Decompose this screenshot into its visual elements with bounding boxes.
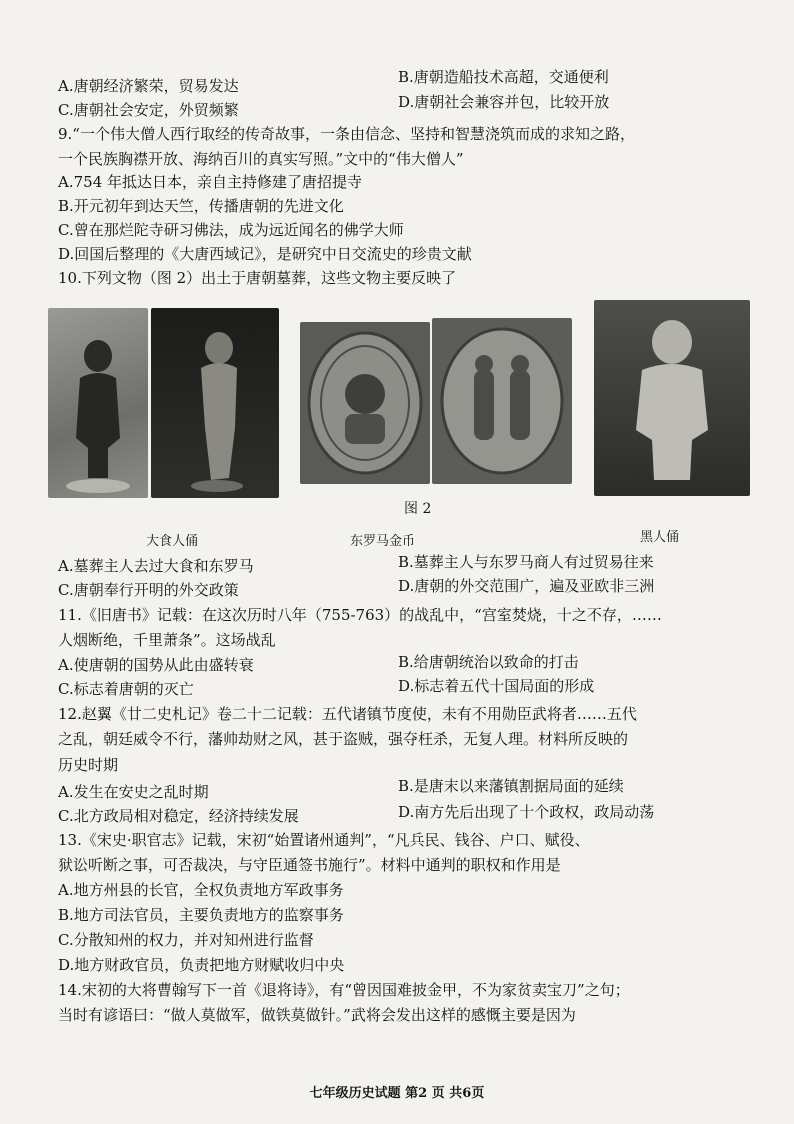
q9-option-d: D.回国后整理的《大唐西域记》，是研究中日交流史的珍贵文献 [58,245,472,263]
q9-option-a: A.754 年抵达日本，亲自主持修建了唐招提寺 [58,173,363,191]
q8-option-a: A.唐朝经济繁荣，贸易发达 [58,77,239,95]
page-footer: 七年级历史试题 第2 页 共6页 [309,1086,485,1101]
q12-option-a: A.发生在安史之乱时期 [58,783,209,801]
q13-option-a: A.地方州县的长官，全权负责地方军政事务 [58,881,344,899]
figurine-photo-2 [151,308,279,498]
q13-option-d: D.地方财政官员，负责把地方财赋收归中央 [58,956,345,974]
q10-option-a: A.墓葬主人去过大食和东罗马 [58,557,254,575]
q11-option-c: C.标志着唐朝的灭亡 [58,680,194,698]
q9-option-b: B.开元初年到达天竺，传播唐朝的先进文化 [58,197,344,215]
q10-option-b: B.墓葬主人与东罗马商人有过贸易往来 [398,553,654,571]
q12-option-c: C.北方政局相对稳定，经济持续发展 [58,807,299,825]
q12-stem-line3: 历史时期 [58,756,119,774]
q10-option-c: C.唐朝奉行开明的外交政策 [58,581,239,599]
q9-stem-line1: 9.“一个伟大僧人西行取经的传奇故事，一条由信念、坚持和智慧浇筑而成的求知之路， [58,125,635,143]
q11-stem-line1: 11.《旧唐书》记载：在这次历时八年（755-763）的战乱中，“宫室焚烧，十之不存，…… [58,606,662,624]
q12-option-d: D.南方先后出现了十个政权，政局动荡 [398,803,655,821]
q8-option-c: C.唐朝社会安定，外贸频繁 [58,101,239,119]
q10-option-d: D.唐朝的外交范围广，遍及亚欧非三洲 [398,577,655,595]
q11-option-d: D.标志着五代十国局面的形成 [398,677,595,695]
q11-option-a: A.使唐朝的国势从此由盛转衰 [58,656,254,674]
coin-photo-1 [300,322,430,484]
q12-option-b: B.是唐末以来藩镇割据局面的延续 [398,777,624,795]
q14-stem-line2: 当时有谚语曰：“做人莫做军，做铁莫做针。”武将会发出这样的感慨主要是因为 [58,1006,576,1024]
q13-stem-line1: 13.《宋史·职官志》记载，宋初“始置诸州通判”，“凡兵民、钱谷、户口、赋役、 [58,831,590,849]
q12-stem-line2: 之乱，朝廷威令不行，藩帅劫财之风，甚于盗贼，强夺枉杀，无复人理。材料所反映的 [58,730,629,748]
figure-label: 图 2 [404,501,432,517]
q11-option-b: B.给唐朝统治以致命的打击 [398,653,579,671]
q8-option-d: D.唐朝社会兼容并包，比较开放 [398,93,610,111]
q9-option-c: C.曾在那烂陀寺研习佛法，成为远近闻名的佛学大师 [58,221,404,239]
q13-stem-line2: 狱讼听断之事，可否裁决，与守臣通签书施行”。材料中通判的职权和作用是 [58,856,561,874]
q8-option-b: B.唐朝造船技术高超，交通便利 [398,68,609,86]
caption-roman-coin: 东罗马金币 [350,534,416,549]
q13-option-c: C.分散知州的权力，并对知州进行监督 [58,931,314,949]
caption-black-figurine: 黑人俑 [640,530,680,545]
q13-option-b: B.地方司法官员，主要负责地方的监察事务 [58,906,344,924]
coin-photo-2 [432,318,572,484]
q12-stem-line1: 12.赵翼《廿二史札记》卷二十二记载：五代诸镇节度使，未有不用勋臣武将者……五代 [58,705,637,723]
q11-stem-line2: 人烟断绝，千里萧条”。这场战乱 [58,631,276,649]
q14-stem-line1: 14.宋初的大将曹翰写下一首《退将诗》，有“曾因国难披金甲，不为家贫卖宝刀”之句； [58,981,630,999]
q9-stem-line2: 一个民族胸襟开放、海纳百川的真实写照。”文中的“伟大僧人” [58,150,464,168]
figurine-photo-1 [48,308,148,498]
q10-stem: 10.下列文物（图 2）出土于唐朝墓葬，这些文物主要反映了 [58,269,457,287]
caption-dashi-figurine: 大食人俑 [146,534,199,549]
figurine-photo-3 [594,300,750,496]
